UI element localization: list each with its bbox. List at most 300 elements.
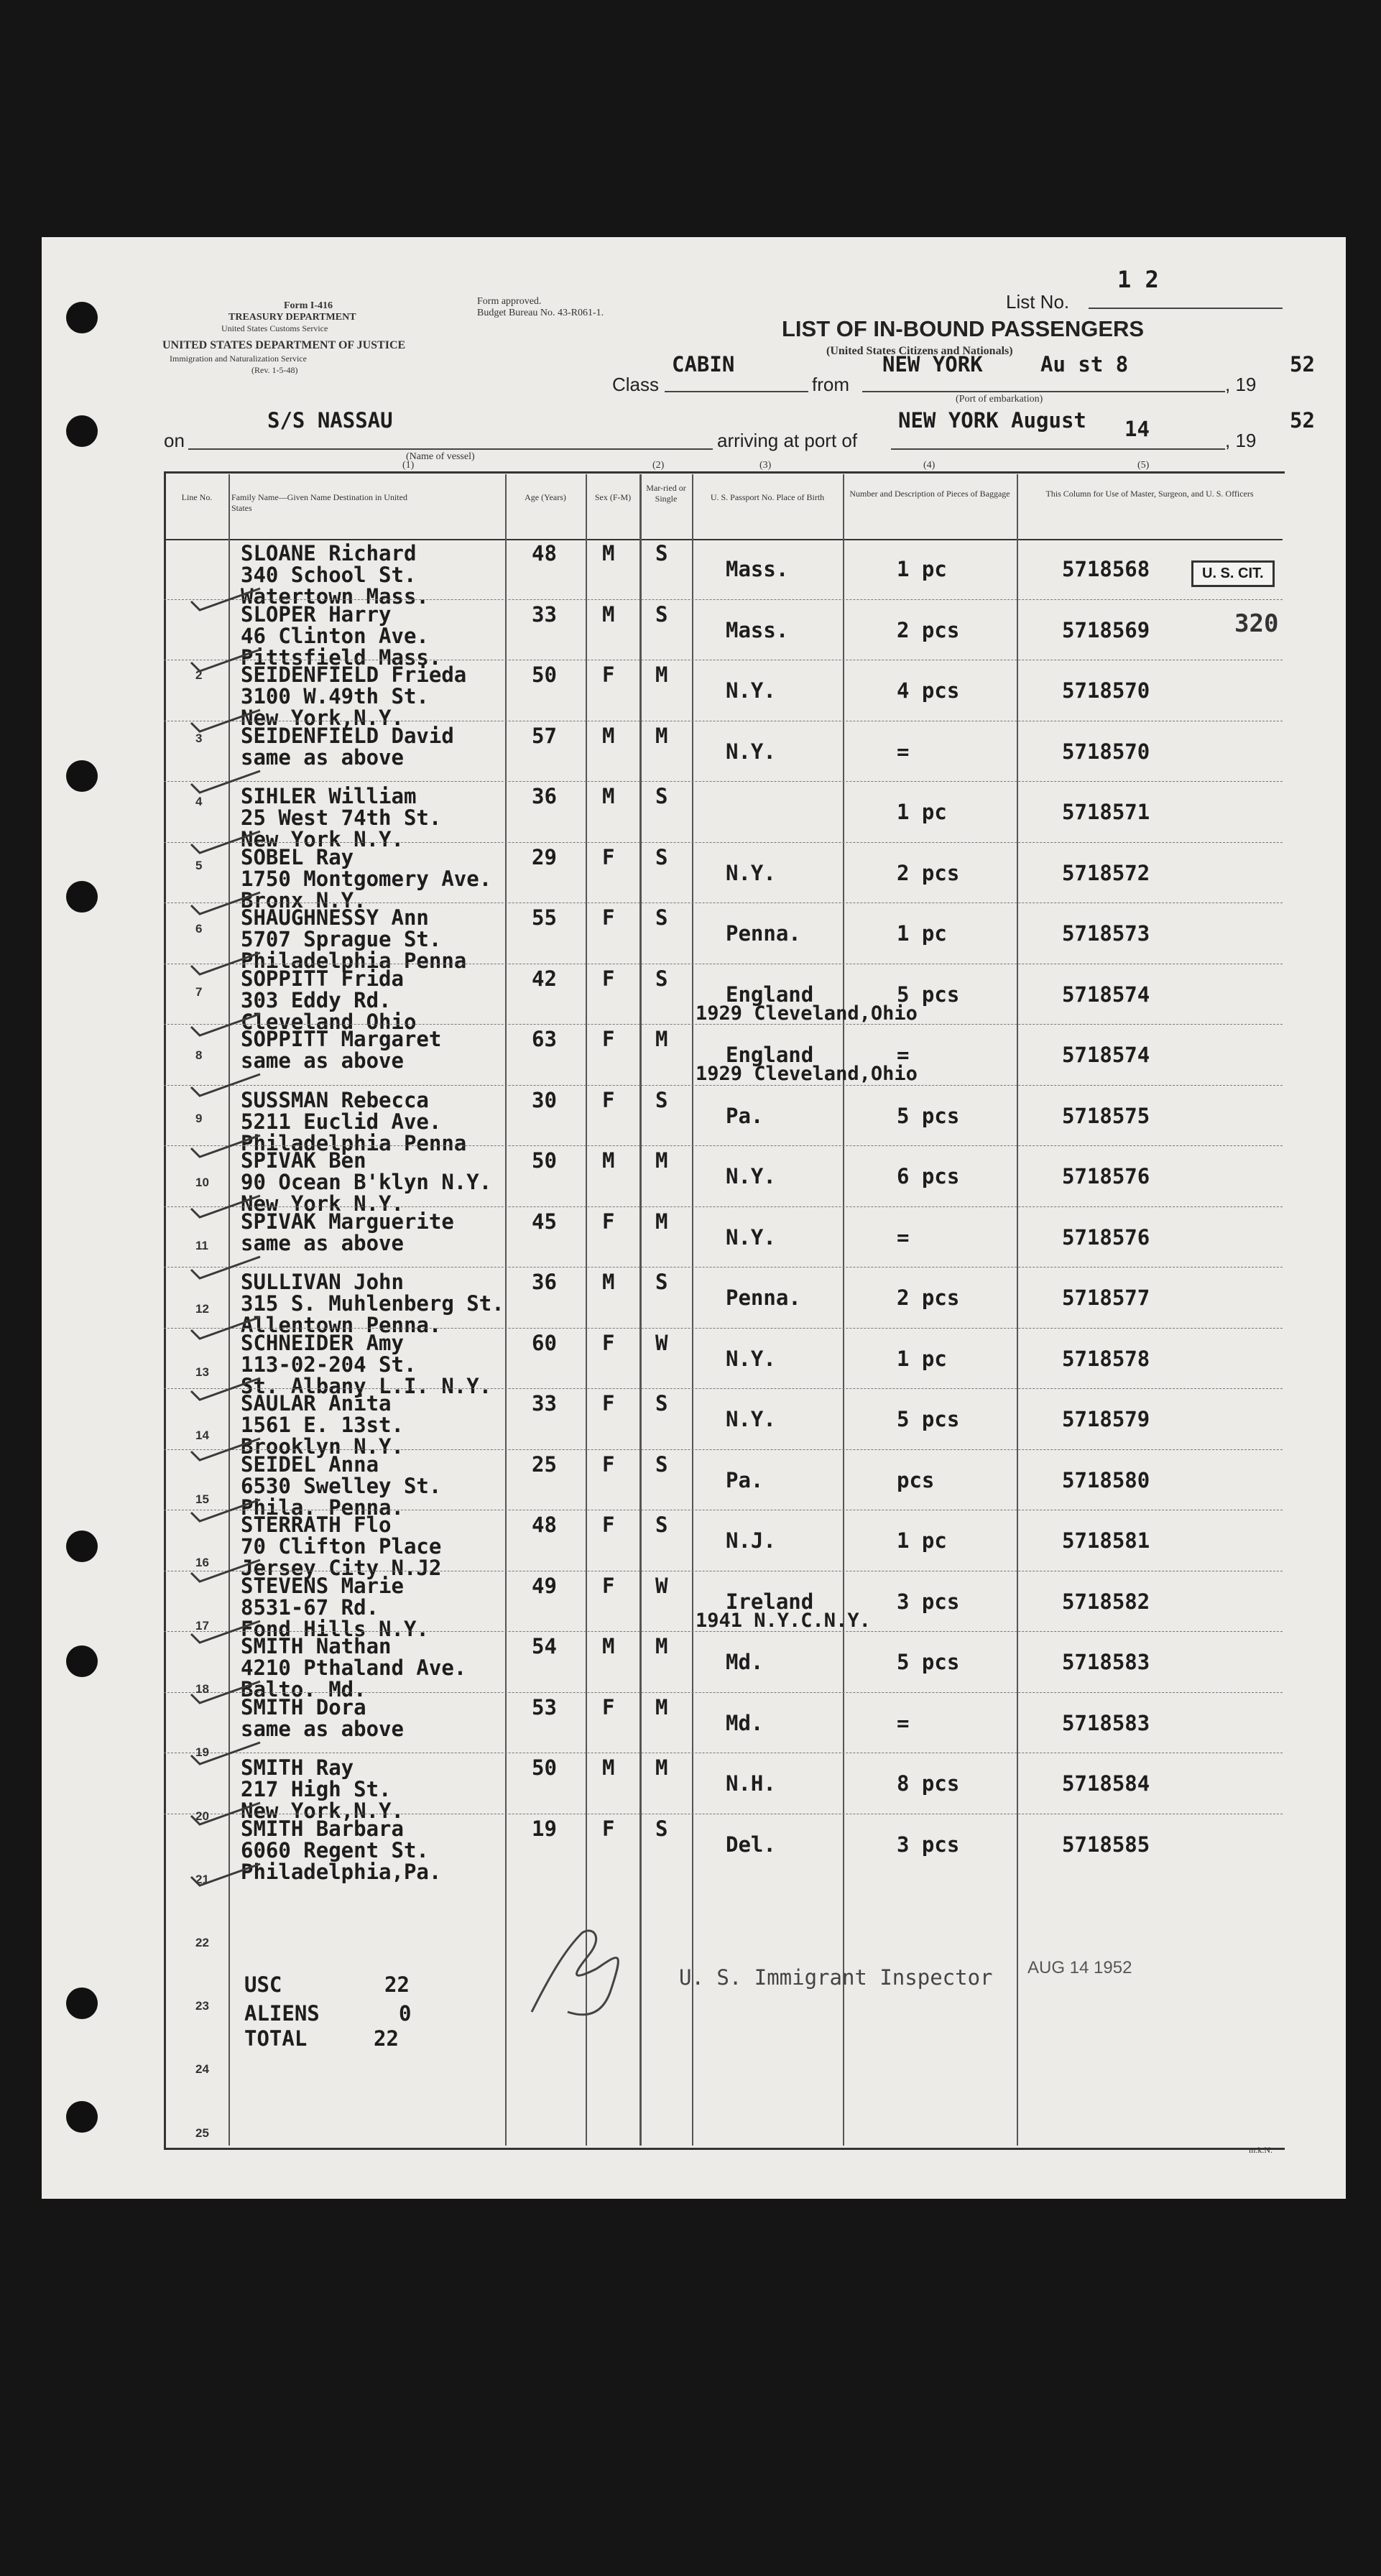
passenger-birthplace: N.Y.	[726, 860, 776, 885]
passenger-birthplace: N.Y.	[726, 1164, 776, 1188]
passenger-officer-no: 5718578	[1062, 1346, 1150, 1371]
passenger-sex: F	[602, 663, 615, 687]
check-mark	[188, 890, 267, 918]
passenger-marital: M	[655, 1694, 668, 1719]
passenger-age: 36	[532, 1270, 557, 1294]
passenger-address: 70 Clifton Place	[241, 1534, 442, 1559]
passenger-name: SMITH Barbara	[241, 1816, 404, 1841]
passenger-baggage: 1 pc	[897, 1528, 947, 1553]
passenger-age: 54	[532, 1634, 557, 1658]
passenger-name: STERRATH Flo	[241, 1513, 392, 1537]
passenger-birthplace: Del.	[726, 1832, 776, 1857]
check-mark	[188, 1800, 267, 1829]
passenger-baggage: 4 pcs	[897, 678, 960, 703]
passenger-age: 30	[532, 1087, 557, 1112]
check-mark	[188, 1132, 267, 1161]
year-prefix: , 19	[1225, 374, 1257, 395]
passenger-city: New York,N.Y.	[241, 706, 404, 730]
passenger-birthplace: N.Y.	[726, 739, 776, 764]
passenger-officer-no: 5718573	[1062, 921, 1150, 946]
passenger-city: St. Albany L.I. N.Y.	[241, 1373, 492, 1398]
passenger-officer-no: 5718574	[1062, 982, 1150, 1007]
check-mark	[188, 1314, 267, 1343]
passenger-age: 45	[532, 1209, 557, 1234]
line-number: 16	[195, 1555, 209, 1569]
passenger-name: SMITH Nathan	[241, 1634, 392, 1658]
passenger-age: 49	[532, 1573, 557, 1598]
passenger-marital: M	[655, 1148, 668, 1173]
passenger-baggage: 5 pcs	[897, 1103, 960, 1128]
passenger-sex: M	[602, 1148, 615, 1173]
passenger-baggage: 2 pcs	[897, 1285, 960, 1310]
passenger-baggage: 5 pcs	[897, 982, 960, 1007]
aliens-value: 0	[399, 2001, 412, 2026]
passenger-age: 48	[532, 1513, 557, 1537]
passenger-age: 25	[532, 1451, 557, 1477]
passenger-city: New York,N.Y.	[241, 1799, 404, 1823]
passenger-baggage: 1 pc	[897, 1346, 947, 1371]
passenger-officer-no: 5718570	[1062, 739, 1150, 764]
passenger-city: New York N.Y.	[241, 1191, 404, 1216]
passenger-age: 50	[532, 663, 557, 687]
list-no-value: 1 2	[1117, 266, 1159, 293]
passenger-age: 42	[532, 966, 557, 991]
passenger-marital: S	[655, 905, 668, 930]
passenger-sex: F	[602, 1209, 615, 1234]
vessel-note: (Name of vessel)	[406, 451, 475, 462]
line-number: 20	[195, 1809, 209, 1823]
passenger-birthplace: N.H.	[726, 1771, 776, 1796]
list-subtitle: (United States Citizens and Nationals)	[826, 345, 1013, 357]
from-label: from	[812, 374, 849, 395]
ins-service: Immigration and Naturalization Service	[170, 354, 307, 364]
passenger-birthplace: N.Y.	[726, 1407, 776, 1431]
col-age: Age (Years)	[525, 492, 566, 502]
passenger-name: SAULAR Anita	[241, 1391, 392, 1416]
passenger-city: Pittsfield Mass.	[241, 645, 442, 670]
check-mark	[188, 647, 267, 675]
inspector-title: U. S. Immigrant Inspector	[679, 1965, 993, 1990]
passenger-officer-no: 5718572	[1062, 860, 1150, 885]
passenger-birthplace: England	[726, 1043, 814, 1067]
passenger-birthplace: Md.	[726, 1710, 764, 1735]
passenger-age: 19	[532, 1816, 557, 1841]
from-value: NEW YORK	[882, 352, 983, 377]
passenger-birthplace: Mass.	[726, 557, 789, 581]
row-divider	[164, 1449, 1283, 1450]
passenger-age: 50	[532, 1148, 557, 1173]
total-label: TOTAL	[244, 2026, 308, 2051]
passenger-officer-no: 5718570	[1062, 678, 1150, 703]
stamp-note: 320	[1234, 609, 1279, 638]
us-citizen-stamp: U. S. CIT.	[1191, 560, 1275, 587]
line-number: 5	[195, 858, 203, 872]
passenger-address: 6060 Regent St.	[241, 1837, 429, 1862]
binder-hole	[66, 1531, 98, 1562]
passenger-sex: M	[602, 1270, 615, 1294]
passenger-sex: F	[602, 1816, 615, 1841]
line-number: 25	[195, 2125, 209, 2140]
line-number: 7	[195, 985, 203, 999]
passenger-city: Fond Hills N.Y.	[241, 1616, 429, 1641]
passenger-marital: S	[655, 1087, 668, 1112]
line-number: 9	[195, 1112, 203, 1126]
passenger-marital: S	[655, 1391, 668, 1416]
binder-hole	[66, 1645, 98, 1677]
passenger-city: New York N.Y.	[241, 827, 404, 851]
line-number: 24	[195, 2062, 209, 2077]
passenger-sex: M	[602, 1634, 615, 1658]
passenger-officer-no: 5718581	[1062, 1528, 1150, 1553]
passenger-baggage: 3 pcs	[897, 1832, 960, 1857]
passenger-officer-no: 5718577	[1062, 1285, 1150, 1310]
inspector-signature	[503, 1904, 668, 2033]
col-num-4: (4)	[923, 460, 936, 471]
line-number: 6	[195, 921, 203, 936]
passenger-address: 3100 W.49th St.	[241, 684, 429, 708]
line-number: 13	[195, 1365, 209, 1380]
passenger-address: 315 S. Muhlenberg St.	[241, 1291, 504, 1316]
check-mark	[188, 1740, 267, 1768]
passenger-officer-no: 5718569	[1062, 617, 1150, 642]
embark-year: 52	[1290, 352, 1315, 377]
passenger-name: SEIDENFIELD Frieda	[241, 663, 467, 687]
passenger-sex: F	[602, 1573, 615, 1598]
passenger-officer-no: 5718582	[1062, 1589, 1150, 1614]
passenger-baggage: =	[897, 1710, 910, 1735]
passenger-baggage: 5 pcs	[897, 1650, 960, 1674]
passenger-name: SHAUGHNESSY Ann	[241, 905, 429, 930]
row-divider	[164, 902, 1283, 903]
passenger-name: SOPPITT Margaret	[241, 1027, 442, 1051]
passenger-sex: F	[602, 1451, 615, 1477]
passenger-baggage: =	[897, 739, 910, 764]
passenger-officer-no: 5718583	[1062, 1710, 1150, 1735]
passenger-address: same as above	[241, 1048, 404, 1073]
passenger-baggage: =	[897, 1043, 910, 1067]
check-mark	[188, 1679, 267, 1707]
passenger-birthplace: Mass.	[726, 617, 789, 642]
passenger-officer-no: 5718580	[1062, 1467, 1150, 1492]
binder-hole	[66, 881, 98, 913]
passenger-address: 303 Eddy Rd.	[241, 987, 392, 1012]
passenger-sex: M	[602, 784, 615, 808]
passenger-address: same as above	[241, 744, 404, 770]
passenger-city: Watertown Mass.	[241, 584, 429, 609]
passenger-birthplace: N.Y.	[726, 678, 776, 703]
passenger-age: 50	[532, 1755, 557, 1780]
vessel-name: S/S NASSAU	[267, 408, 393, 433]
passenger-name: SLOPER Harry	[241, 601, 392, 627]
row-divider	[164, 1145, 1283, 1146]
passenger-address: 340 School St.	[241, 563, 417, 587]
check-mark	[188, 1861, 267, 1890]
passenger-baggage: 2 pcs	[897, 617, 960, 642]
binder-hole	[66, 302, 98, 333]
passenger-city: Brooklyn N.Y.	[241, 1434, 404, 1459]
col-officers: This Column for Use of Master, Surgeon, and U. S. Officers	[1045, 489, 1254, 499]
passenger-address: 25 West 74th St.	[241, 805, 442, 830]
passenger-marital: S	[655, 1816, 668, 1841]
passenger-sex: M	[602, 601, 615, 627]
passenger-officer-no: 5718584	[1062, 1771, 1150, 1796]
form-number: Form I-416	[284, 300, 333, 311]
passenger-officer-no: 5718579	[1062, 1407, 1150, 1431]
class-value: CABIN	[672, 352, 735, 377]
passenger-marital: S	[655, 1270, 668, 1294]
passenger-address: 90 Ocean B'klyn N.Y.	[241, 1170, 492, 1194]
passenger-age: 57	[532, 723, 557, 748]
col-num-5: (5)	[1137, 460, 1150, 471]
passenger-city: Jersey City N.J2	[241, 1556, 442, 1580]
passenger-name: SEIDEL Anna	[241, 1451, 379, 1477]
printer-mark: m.k.N.	[1249, 2145, 1273, 2155]
passenger-officer-no: 5718571	[1062, 800, 1150, 824]
line-number: 17	[195, 1619, 209, 1633]
row-divider	[164, 1388, 1283, 1389]
passenger-baggage: 1 pc	[897, 921, 947, 946]
passenger-address: 1750 Montgomery Ave.	[241, 866, 492, 891]
passenger-birthplace: Penna.	[726, 1285, 801, 1310]
row-divider	[164, 781, 1283, 782]
col-num-1: (1)	[402, 460, 415, 471]
check-mark	[188, 586, 267, 614]
passenger-name: SUSSMAN Rebecca	[241, 1087, 429, 1112]
row-divider	[164, 1692, 1283, 1693]
passenger-sex: F	[602, 1087, 615, 1112]
passenger-marital: S	[655, 601, 668, 627]
passenger-city: Bronx N.Y.	[241, 887, 366, 913]
inspector-date-stamp: AUG 14 1952	[1027, 1958, 1132, 1977]
passenger-marital: S	[655, 1513, 668, 1537]
passenger-name: SIHLER William	[241, 784, 417, 808]
passenger-marital: S	[655, 784, 668, 808]
arrival-year: 52	[1290, 408, 1315, 433]
on-label: on	[164, 430, 185, 451]
row-divider	[164, 599, 1283, 600]
col-sex: Sex (F-M)	[594, 492, 632, 502]
line-number: 18	[195, 1682, 209, 1696]
passenger-age: 33	[532, 1391, 557, 1416]
passenger-sex: F	[602, 1027, 615, 1051]
check-mark	[188, 1436, 267, 1464]
passenger-officer-no: 5718568	[1062, 557, 1150, 581]
col-line-no: Line No.	[181, 492, 213, 502]
passenger-sex: F	[602, 1330, 615, 1355]
passenger-age: 48	[532, 541, 557, 565]
doj: UNITED STATES DEPARTMENT OF JUSTICE	[162, 339, 406, 351]
passenger-officer-no: 5718585	[1062, 1832, 1150, 1857]
passenger-name: SMITH Ray	[241, 1755, 354, 1780]
passenger-sex: M	[602, 541, 615, 565]
check-mark	[188, 1497, 267, 1525]
passenger-marital: M	[655, 1755, 668, 1780]
check-mark	[188, 828, 267, 857]
passenger-baggage: 8 pcs	[897, 1771, 960, 1796]
passenger-sex: M	[602, 1755, 615, 1780]
passenger-sex: F	[602, 844, 615, 869]
passenger-baggage: 6 pcs	[897, 1164, 960, 1188]
passenger-address: 217 High St.	[241, 1777, 392, 1801]
passenger-name: SULLIVAN John	[241, 1270, 404, 1294]
passenger-city: Cleveland Ohio	[241, 1009, 417, 1034]
check-mark	[188, 1193, 267, 1222]
treasury-dept: TREASURY DEPARTMENT	[228, 312, 356, 323]
passenger-birthplace: England	[726, 982, 814, 1007]
passenger-city: Balto. Md.	[241, 1677, 366, 1702]
passenger-baggage: 1 pc	[897, 557, 947, 581]
passenger-birthplace: N.Y.	[726, 1224, 776, 1250]
passenger-birthplace: N.J.	[726, 1528, 776, 1553]
passenger-baggage: 1 pc	[897, 800, 947, 824]
check-mark	[188, 707, 267, 736]
passenger-sex: F	[602, 1513, 615, 1537]
passenger-sex: F	[602, 1694, 615, 1719]
passenger-marital: S	[655, 844, 668, 869]
row-divider	[164, 1267, 1283, 1268]
check-mark	[188, 1618, 267, 1647]
check-mark	[188, 1375, 267, 1404]
row-divider	[164, 1085, 1283, 1086]
passenger-age: 53	[532, 1694, 557, 1719]
check-mark	[188, 1557, 267, 1586]
passenger-city: Philadelphia,Pa.	[241, 1859, 442, 1884]
passenger-marital: M	[655, 1209, 668, 1234]
passenger-address: 1561 E. 13st.	[241, 1413, 404, 1437]
passenger-officer-no: 5718576	[1062, 1164, 1150, 1188]
passenger-marital: S	[655, 966, 668, 991]
passenger-marital: S	[655, 541, 668, 565]
passenger-name: SLOANE Richard	[241, 541, 417, 565]
passenger-name: SPIVAK Marguerite	[241, 1209, 454, 1234]
form-approved: Form approved.	[477, 296, 542, 307]
passenger-baggage: 5 pcs	[897, 1407, 960, 1431]
passenger-birthplace-detail: 1929 Cleveland,Ohio	[696, 1063, 918, 1085]
passenger-sex: F	[602, 905, 615, 930]
passenger-marital: M	[655, 723, 668, 748]
row-divider	[164, 1206, 1283, 1207]
passenger-age: 33	[532, 601, 557, 627]
passenger-birthplace: Ireland	[726, 1589, 814, 1614]
col-num-2: (2)	[652, 460, 665, 471]
binder-hole	[66, 415, 98, 447]
embark-note: (Port of embarkation)	[956, 394, 1043, 405]
passenger-city: Allentown Penna.	[241, 1313, 442, 1337]
check-mark	[188, 1254, 267, 1283]
passenger-age: 36	[532, 784, 557, 808]
passenger-birthplace: Md.	[726, 1650, 764, 1674]
passenger-birthplace-detail: 1941 N.Y.C.N.Y.	[696, 1609, 871, 1632]
passenger-sex: F	[602, 966, 615, 991]
line-number: 14	[195, 1428, 209, 1443]
binder-hole	[66, 2101, 98, 2133]
passenger-address: same as above	[241, 1230, 404, 1255]
arrival-port: NEW YORK August	[898, 408, 1086, 433]
usc-label: USC	[244, 1972, 282, 1997]
passenger-sex: F	[602, 1391, 615, 1416]
passenger-birthplace: N.Y.	[726, 1346, 776, 1371]
check-mark	[188, 768, 267, 797]
line-number: 19	[195, 1745, 209, 1760]
line-number: 11	[195, 1238, 208, 1252]
passenger-marital: M	[655, 1634, 668, 1658]
line-number: 12	[195, 1302, 209, 1316]
line-number: 8	[195, 1048, 203, 1063]
passenger-officer-no: 5718576	[1062, 1224, 1150, 1250]
row-divider	[164, 1328, 1283, 1329]
passenger-birthplace: Pa.	[726, 1103, 764, 1128]
list-title: LIST OF IN-BOUND PASSENGERS	[782, 316, 1145, 341]
passenger-baggage: =	[897, 1224, 910, 1250]
line-number: 10	[195, 1175, 209, 1189]
line-number: 23	[195, 1999, 209, 2013]
row-divider	[164, 1631, 1283, 1632]
passenger-name: SMITH Dora	[241, 1694, 366, 1719]
passenger-birthplace-detail: 1929 Cleveland,Ohio	[696, 1002, 918, 1025]
passenger-marital: W	[655, 1330, 668, 1355]
budget-bureau: Budget Bureau No. 43-R061-1.	[477, 308, 604, 318]
passenger-address: 5211 Euclid Ave.	[241, 1109, 442, 1134]
passenger-age: 63	[532, 1027, 557, 1051]
line-number: 22	[195, 1936, 209, 1949]
list-no-label: List No.	[1006, 291, 1070, 313]
passenger-name: SPIVAK Ben	[241, 1148, 366, 1173]
passenger-baggage: 2 pcs	[897, 860, 960, 885]
embark-date: Au st 8	[1040, 352, 1129, 377]
line-number: 21	[195, 1872, 209, 1886]
row-divider	[164, 1024, 1283, 1025]
passenger-city: Philadelphia Penna	[241, 1130, 467, 1155]
passenger-name: SOBEL Ray	[241, 844, 354, 869]
check-mark	[188, 1011, 267, 1040]
passenger-address: 5707 Sprague St.	[241, 927, 442, 951]
passenger-address: 4210 Pthaland Ave.	[241, 1656, 467, 1680]
arrival-year-prefix: , 19	[1225, 430, 1257, 451]
passenger-officer-no: 5718574	[1062, 1043, 1150, 1067]
line-number: 2	[195, 668, 203, 682]
passenger-address: 113-02-204 St.	[241, 1352, 417, 1377]
check-mark	[188, 1071, 267, 1100]
revision: (Rev. 1-5-48)	[251, 365, 298, 375]
passenger-birthplace: Pa.	[726, 1467, 764, 1492]
passenger-address: 6530 Swelley St.	[241, 1473, 442, 1498]
arriving-label: arriving at port of	[717, 430, 858, 451]
passenger-address: 46 Clinton Ave.	[241, 623, 429, 648]
passenger-marital: W	[655, 1573, 668, 1598]
passenger-address: same as above	[241, 1716, 404, 1741]
passenger-officer-no: 5718575	[1062, 1103, 1150, 1128]
line-number: 3	[195, 731, 203, 746]
passenger-marital: M	[655, 663, 668, 687]
line-number: 15	[195, 1492, 209, 1506]
passenger-baggage: 3 pcs	[897, 1589, 960, 1614]
usc-value: 22	[384, 1972, 410, 1997]
passenger-name: SEIDENFIELD David	[241, 723, 454, 748]
total-value: 22	[374, 2026, 399, 2051]
col-num-3: (3)	[759, 460, 772, 471]
col-passport: U. S. Passport No. Place of Birth	[710, 492, 825, 502]
passenger-birthplace: Penna.	[726, 921, 801, 946]
passenger-age: 60	[532, 1330, 557, 1355]
aliens-label: ALIENS	[244, 2001, 320, 2026]
passenger-age: 55	[532, 905, 557, 930]
binder-hole	[66, 760, 98, 792]
passenger-name: SOPPITT Frida	[241, 966, 404, 991]
arrival-day: 14	[1124, 417, 1150, 441]
passenger-sex: M	[602, 723, 615, 748]
binder-hole	[66, 1988, 98, 2019]
passenger-baggage: pcs	[897, 1467, 935, 1492]
